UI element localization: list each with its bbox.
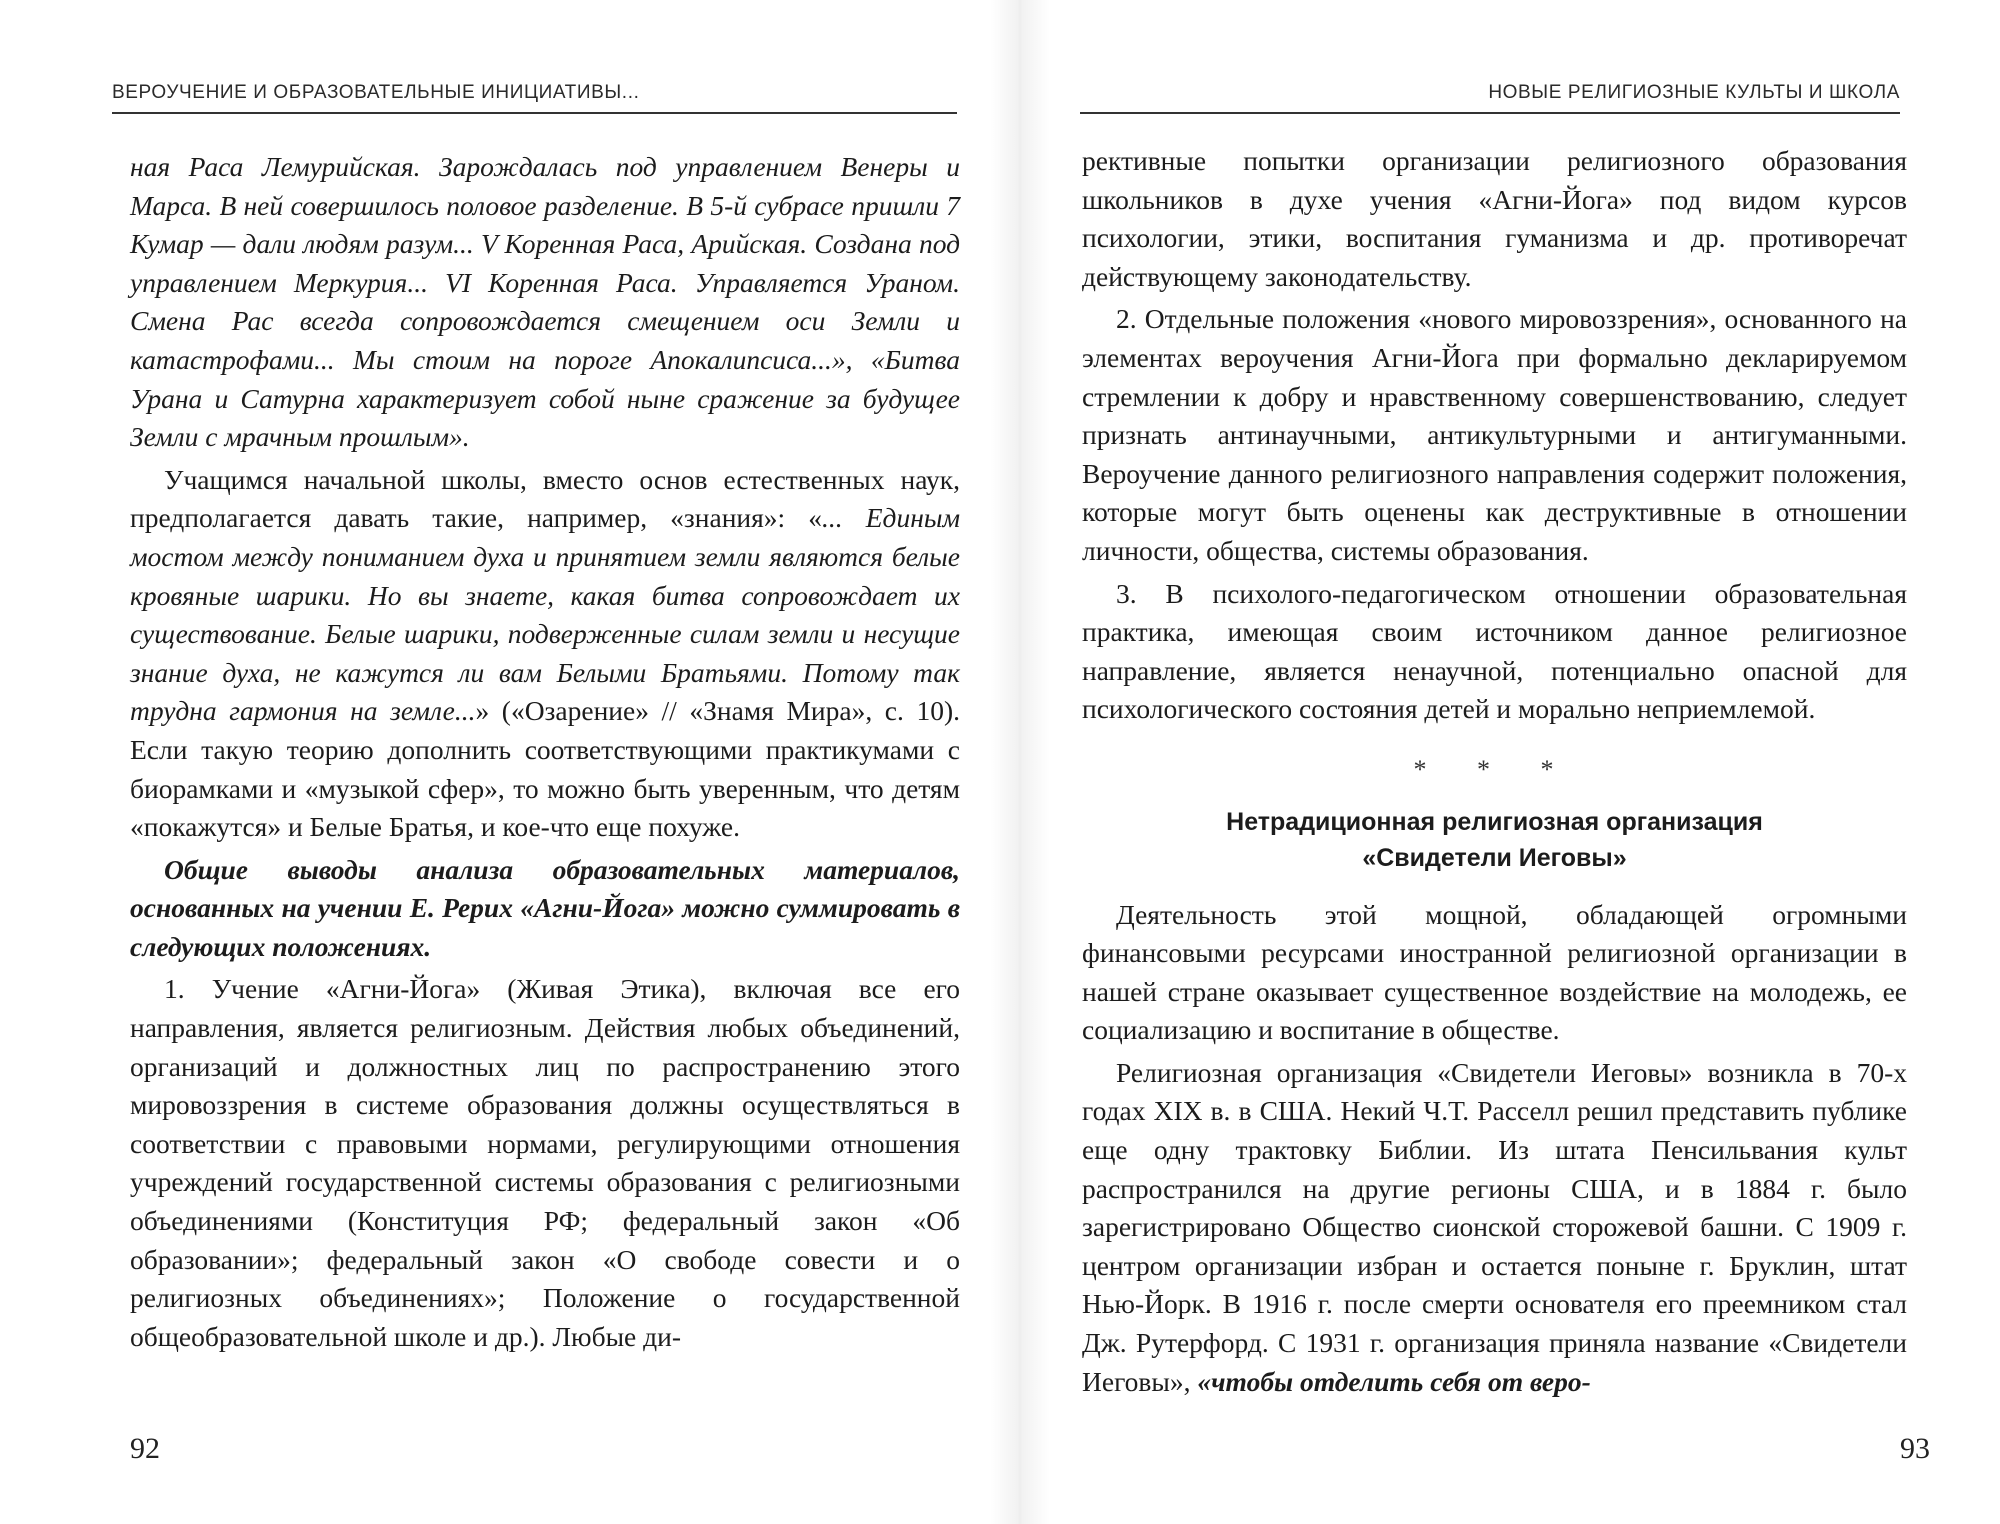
running-head-left: ВЕРОУЧЕНИЕ И ОБРАЗОВАТЕЛЬНЫЕ ИНИЦИАТИВЫ... [112, 82, 640, 103]
primary-school-quote: ... Единым мостом между пониманием духа и принятием земли являются белые кровяные шарики. Но вы знаете, какая битва сопровождает их существование. Белые шарики, подверженные силам земли и несущие знание духа, не кажутся ли вам Белыми Братьями. Потому так трудна гармония на земле... [130, 502, 961, 727]
right-page [1040, 0, 2000, 1524]
paragraph-point-3 [1082, 575, 1907, 729]
paragraph-history [1082, 1054, 1907, 1401]
section-title-line-1: Нетрадиционная религиозная организация [1226, 807, 1763, 836]
paragraph-point-1-cont [1082, 142, 1907, 296]
point-1-text: 1. Учение «Агни-Йога» (Живая Этика), включая все его направления, является религиозным. Действия любых объединений, организаций и должностных лиц по распространению этого мировоззрения в системе образования должны осуществляться в соответствии с правовыми нормами, регулирующими отношения учреждений государственной системы образования с религиозными объединениями (Конституция РФ; федеральный закон «Об образовании»; федеральный закон «О свободе совести и о религиозных объединениях»; Положение о государственной общеобразовательной школе и др.). Любые ди- [130, 973, 960, 1352]
history-quote: «чтобы отделить себя от веро- [1197, 1365, 1591, 1397]
history-text: Религиозная организация «Свидетели Иеговы» возникла в 70-х годах XIX в. в США. Некий Ч.Т. Расселл решил представить публике еще одну трактовку Библии. Из штата Пенсильвания культ распространился на другие регионы США, и в 1884 г. было зарегистрировано Общество сионской сторожевой башни. С 1909 г. центром организации избран и остается поныне г. Бруклин, штат Нью-Йорк. В 1916 г. после смерти основателя его преемником стал Дж. Рутерфорд. С 1931 г. организация приняла название «Свидетели Иеговы», [1082, 1056, 1907, 1397]
primary-school-text-a: Учащимся начальной школы, вместо основ естественных наук, предполагается давать такие, например, «знания»: « [130, 463, 960, 534]
point-2-text: 2. Отдельные положения «нового мировоззрения», основанного на элементах вероучения Агни-Йога при формально декларируемом стремлении к добру и нравственному совершенствованию, следует признать антинаучными, антикультурными и антигуманными. Вероучение данного религиозного направления содержит положения, которые могут быть оценены как деструктивные в отношении личности, общества, системы образования. [1082, 303, 1907, 566]
quote-races-text: ная Раса Лемурийская. Зарождалась под управлением Венеры и Марса. В ней совершилось половое разделение. В 5-й субрасе пришли 7 Кумар — дали людям разум... V Коренная Раса, Арийская. Создана под управлением Меркурия... VI Коренная Раса. Управляется Ураном. Смена Рас всегда сопровождается смещением оси Земли и катастрофами... Мы стоим на пороге Апокалипсиса...», «Битва Урана и Сатурна характеризует собой ныне сражение за будущее Земли с мрачным прошлым». [130, 151, 960, 453]
header-rule-left [112, 112, 957, 114]
running-head-right: НОВЫЕ РЕЛИГИОЗНЫЕ КУЛЬТЫ И ШКОЛА [1488, 82, 1900, 103]
primary-school-text-b: » («Озарение» // «Знамя Мира», с. 10). Если такую теорию дополнить соответствующими практикумами с биорамками и «музыкой сфер», то можно быть уверенным, что детям «покажутся» и Белые Братья, и кое-что еще похуже. [130, 695, 960, 843]
page-number-right: 93 [1900, 1432, 1930, 1465]
page-number-left: 92 [130, 1432, 160, 1465]
section-title-line-2: «Свидетели Иеговы» [1362, 843, 1627, 872]
section-title [1082, 804, 1907, 876]
left-page-text [130, 148, 960, 1356]
activity-text: Деятельность этой мощной, обладающей огромными финансовыми ресурсами иностранной религиозной организации в нашей стране оказывает существенное воздействие на молодежь, ее социализацию и воспитание в обществе. [1082, 898, 1907, 1046]
paragraph-point-2 [1082, 300, 1907, 570]
right-page-text [1082, 142, 1907, 1401]
paragraph-point-1 [130, 970, 960, 1356]
section-separator: * * * [1413, 754, 1576, 784]
paragraph-quote-races [130, 148, 960, 457]
header-rule-right [1080, 112, 1900, 114]
point-1-cont-text: рективные попытки организации религиозного образования школьников в духе учения «Агни-Йога» под видом курсов психологии, этики, воспитания гуманизма и др. противоречат действующему законодательству. [1082, 145, 1907, 292]
conclusions-intro-text: Общие выводы анализа образовательных материалов, основанных на учении Е. Рерих «Агни-Йога» можно суммировать в следующих положениях. [130, 853, 960, 962]
paragraph-primary-school [130, 461, 960, 847]
paragraph-conclusions-intro [130, 851, 960, 967]
paragraph-activity [1082, 896, 1907, 1050]
point-3-text: 3. В психолого-педагогическом отношении образовательная практика, имеющая своим источником данное религиозное направление, является ненаучной, потенциально опасной для психологического состояния детей и морально неприемлемой. [1082, 577, 1907, 725]
